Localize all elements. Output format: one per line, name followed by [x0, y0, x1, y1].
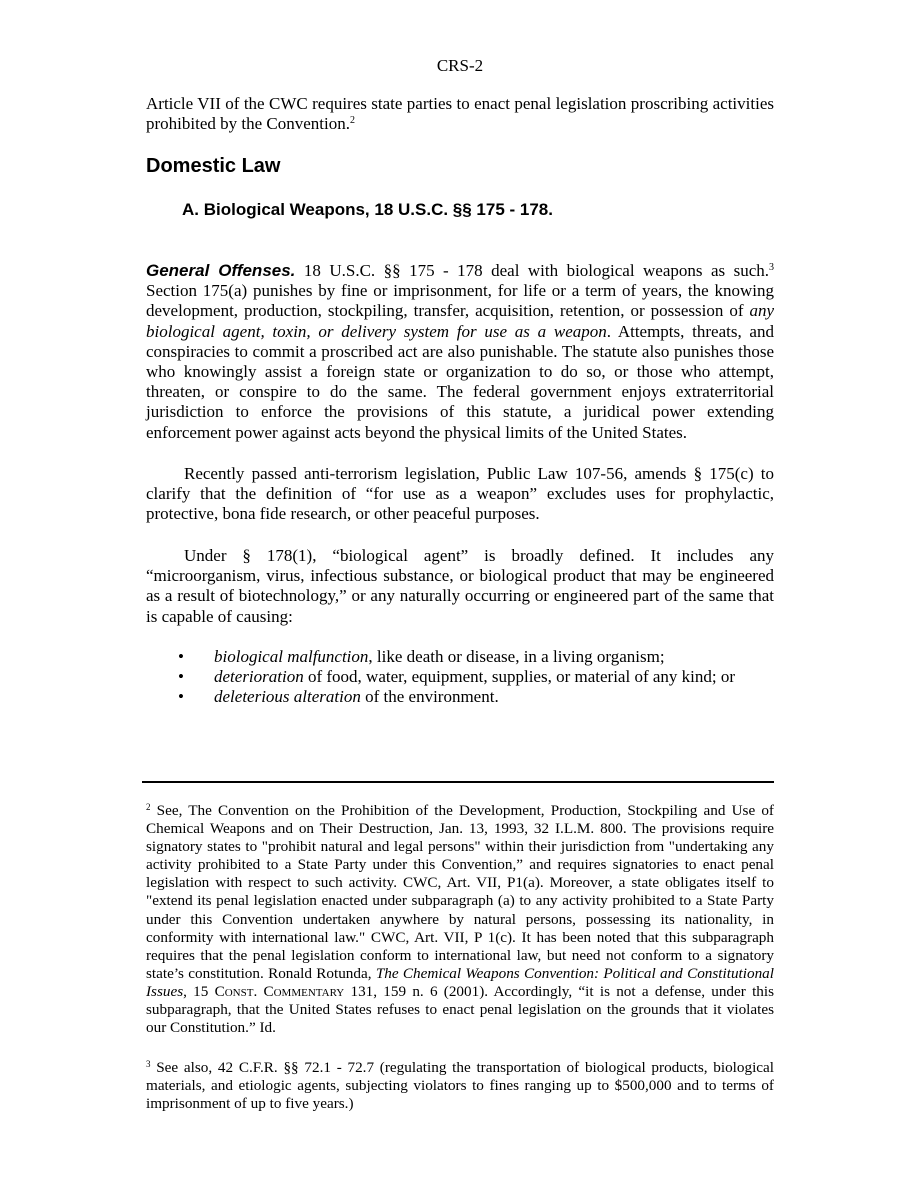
intro-paragraph — [146, 94, 774, 134]
list-item-italic: deleterious alteration — [214, 687, 361, 707]
list-item — [146, 647, 774, 667]
list-item-text: of food, water, equipment, supplies, or material of any kind; or — [303, 667, 736, 687]
harm-list — [146, 647, 774, 708]
list-item-italic: biological malfunction — [214, 647, 369, 666]
intro-text: Article VII of the CWC requires state parties to enact penal legislation proscribing activities prohibited by the Convention. — [146, 94, 774, 134]
footnote-2-italic: The Chemical Weapons Convention: Political and Constitutional Issues — [146, 964, 774, 1000]
footnote-ref-2[interactable]: 2 — [349, 115, 355, 127]
general-offenses-text-2: . Attempts, threats, and conspiracies to commit a proscribed act are also punishable. The statute also punishes those who knowingly assist a foreign state or organization to do so, or those who attempt, threaten, or conspire to do the same. The federal government enjoys extraterritorial jurisdiction to enforce the provisions of this statute, a juridical power extending enforcement power against acts beyond the physical limits of the United States. — [146, 321, 774, 442]
footnote-number: 3 — [146, 1059, 151, 1069]
runin-heading: General Offenses. — [146, 261, 296, 280]
general-offenses-lead: 18 U.S.C. §§ 175 - 178 deal with biological weapons as such. — [295, 261, 770, 280]
bullet-icon: • — [178, 647, 184, 666]
page-number: CRS-2 — [436, 56, 484, 75]
recent-law-paragraph: Recently passed anti-terrorism legislation, Public Law 107-56, amends § 175(c) to clarify that the definition of “for use as a weapon” excludes uses for prophylactic, protective, bona fide research, or other peaceful purposes. — [146, 464, 774, 524]
list-item-italic: deterioration — [214, 667, 304, 687]
general-offenses-italic: any biological agent, toxin, or delivery system for use as a weapon — [146, 301, 774, 341]
list-item-text: of the environment. — [360, 687, 499, 707]
footnote-2-text-c: 131, 159 n. 6 (2001). Accordingly, “it is not a defense, under this subparagraph, that the United States refuses to enact penal legislation on the grounds that it violates our Constitution.” Id. — [146, 982, 775, 1037]
bullet-icon: • — [178, 667, 184, 687]
footnote-ref-3[interactable]: 3 — [769, 262, 775, 273]
list-item — [146, 687, 774, 707]
list-item-text: , like death or disease, in a living organism; — [368, 647, 665, 666]
footnote-2 — [146, 802, 774, 1037]
footnote-2-text-b: , 15 — [183, 982, 215, 1000]
footnote-2-smallcaps: Const. Commentary — [214, 982, 345, 1000]
bullet-icon: • — [178, 687, 184, 707]
definition-paragraph: Under § 178(1), “biological agent” is broadly defined. It includes any “microorganism, virus, infectious substance, or biological product that may be engineered as a result of biotechnology,” or any naturally occurring or engineered part of the same that is capable of causing: — [146, 546, 774, 626]
footnote-separator — [142, 781, 774, 783]
list-item — [146, 667, 774, 687]
footnote-number: 2 — [146, 802, 151, 812]
footnote-3-text: See also, 42 C.F.R. §§ 72.1 - 72.7 (regulating the transportation of biological products, biological materials, and etiologic agents, subjecting violators to fines ranging up to $500,000 and to terms of imprisonment of up to five years.) — [146, 1059, 774, 1113]
section-heading: Domestic Law — [146, 155, 281, 177]
subsection-heading: A. Biological Weapons, 18 U.S.C. §§ 175 - 178. — [182, 200, 553, 219]
general-offenses-text-1: Section 175(a) punishes by fine or imprisonment, for life or a term of years, the knowing development, production, stockpiling, transfer, acquisition, retention, or possession of — [146, 281, 774, 321]
footnote-2-text-a: See, The Convention on the Prohibition of the Development, Production, Stockpiling and Use of Chemical Weapons and on Their Destruction, Jan. 13, 1993, 32 I.L.M. 800. The provisions require signatory states to "prohibit natural and legal persons" within their jurisdiction from "undertaking any activity prohibited to a State Party under this Convention,” and requires signatories to enact penal legislation with respect to such activity. CWC, Art. VII, P1(a). Moreover, a state obligates itself to "extend its penal legislation enacted under subparagraph (a) to any activity prohibited to a State Party under this Convention undertaken anywhere by natural persons, possessing its nationality, in conformity with international law." CWC, Art. VII, P 1(c). It has been noted that this subparagraph requires that the penal legislation conform to international law, but need not conform to a signatory state’s constitution. Ronald Rotunda, — [146, 802, 774, 982]
general-offenses-paragraph — [146, 261, 774, 443]
footnote-3 — [146, 1059, 774, 1113]
